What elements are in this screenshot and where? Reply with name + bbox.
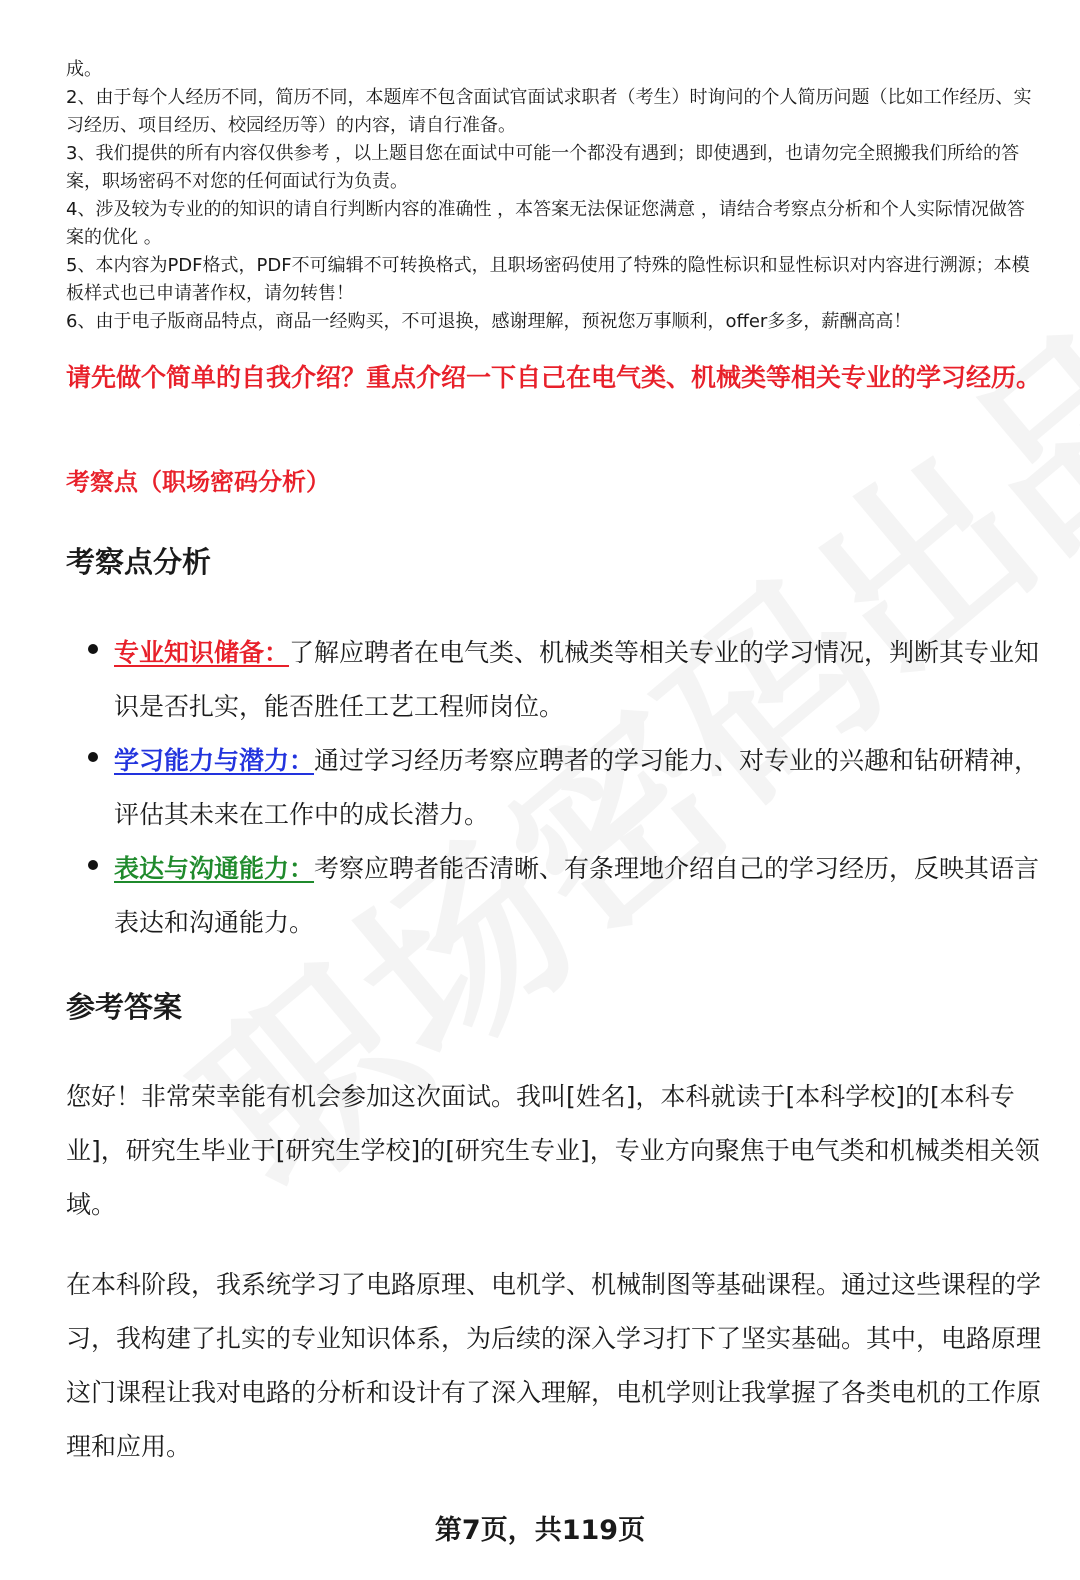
note-line: 3、我们提供的所有内容仅供参考 ，以上题目您在面试中可能一个都没有遇到；即使遇到，也请勿完全照搬我们所给的答案，职场密码不对您的任何面试行为负责。 xyxy=(66,143,1020,192)
point-text: 了解应聘者在电气类、机械类等相关专业的学习情况，判断其专业知识是否扎实，能否胜任工艺工程师岗位。 xyxy=(114,638,1040,721)
analysis-point xyxy=(66,842,1041,950)
note-line: 5、本内容为PDF格式，PDF不可编辑不可转换格式，且职场密码使用了特殊的隐性标识和显性标识对内容进行溯源；本模板样式也已申请著作权，请勿转售！ xyxy=(66,255,1030,304)
note-line: 成。 xyxy=(66,59,102,80)
analysis-point xyxy=(66,734,1041,842)
point-text: 通过学习经历考察应聘者的学习能力、对专业的兴趣和钻研精神，评估其未来在工作中的成长潜力。 xyxy=(114,746,1040,829)
answer-paragraph: 您好！非常荣幸能有机会参加这次面试。我叫[姓名]，本科就读于[本科学校]的[本科专业]，研究生毕业于[研究生学校]的[研究生专业]，专业方向聚焦于电气类和机械类相关领域。 xyxy=(66,1082,1040,1219)
bullet-icon xyxy=(88,860,98,870)
page-number: 第7页，共119页 xyxy=(434,1515,646,1546)
answer-heading: 参考答案 xyxy=(66,990,183,1024)
analysis-subtitle: 考察点（职场密码分析） xyxy=(66,468,330,496)
note-line: 6、由于电子版商品特点，商品一经购买，不可退换，感谢理解，预祝您万事顺利，offer多多，薪酬高高！ xyxy=(66,311,912,332)
bullet-icon xyxy=(88,752,98,762)
point-keyword: 表达与沟通能力： xyxy=(114,854,315,883)
disclaimer-notes xyxy=(66,56,1041,336)
interview-question: 请先做个简单的自我介绍？重点介绍一下自己在电气类、机械类等相关专业的学习经历。 xyxy=(66,363,1042,392)
note-line: 2、由于每个人经历不同，简历不同，本题库不包含面试官面试求职者（考生）时询问的个人简历问题（比如工作经历、实习经历、项目经历、校园经历等）的内容，请自行准备。 xyxy=(66,87,1032,136)
point-text: 考察应聘者能否清晰、有条理地介绍自己的学习经历，反映其语言表达和沟通能力。 xyxy=(114,854,1040,937)
answer-paragraph: 在本科阶段，我系统学习了电路原理、电机学、机械制图等基础课程。通过这些课程的学习，我构建了扎实的专业知识体系，为后续的深入学习打下了坚实基础。其中，电路原理这门课程让我对电路的分析和设计有了深入理解，电机学则让我掌握了各类电机的工作原理和应用。 xyxy=(66,1270,1042,1461)
point-keyword: 学习能力与潜力： xyxy=(114,746,315,775)
analysis-point xyxy=(66,626,1041,734)
note-line: 4、涉及较为专业的的知识的请自行判断内容的准确性 ，本答案无法保证您满意 ，请结合考察点分析和个人实际情况做答案的优化 。 xyxy=(66,199,1025,248)
bullet-icon xyxy=(88,644,98,654)
analysis-points xyxy=(66,626,1041,950)
analysis-heading: 考察点分析 xyxy=(66,545,212,579)
point-keyword: 专业知识储备： xyxy=(114,638,290,667)
